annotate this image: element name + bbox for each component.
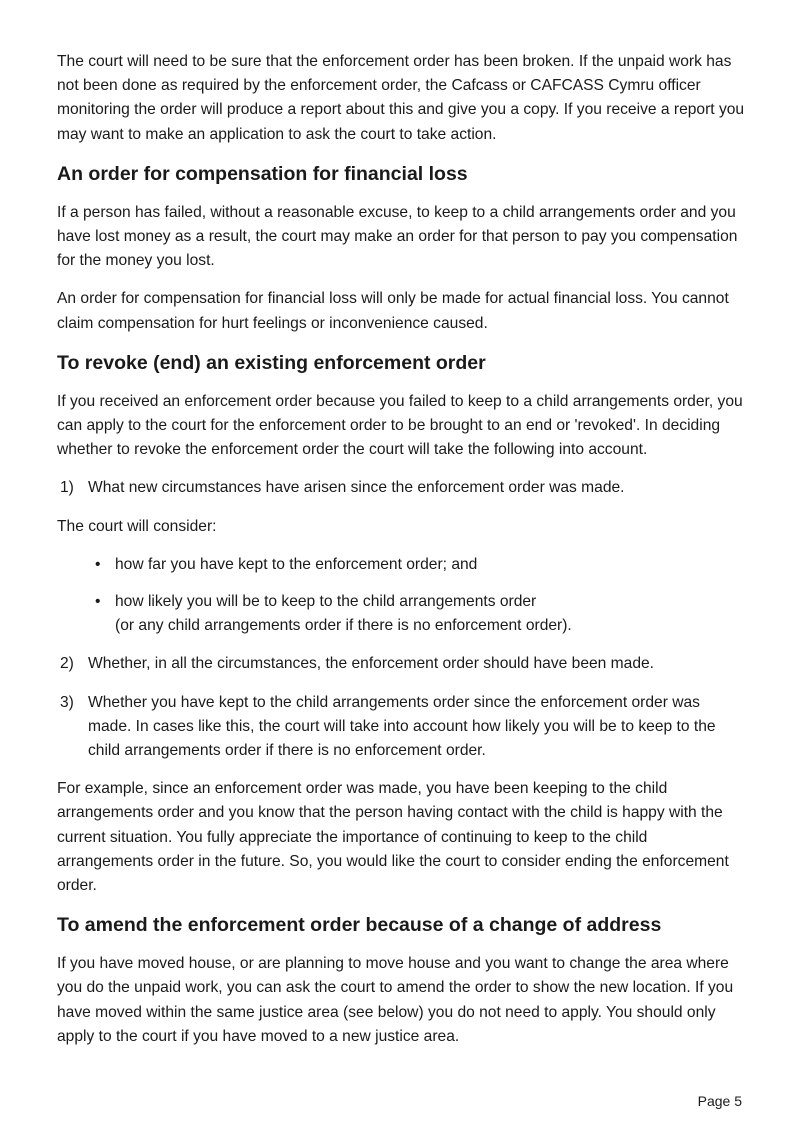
court-consider-label: The court will consider: xyxy=(57,517,217,535)
amend-paragraph: If you have moved house, or are planning to move house and you want to change the area where you do the unpaid work, you can ask the court to amend the order to show the new location. If you have moved within the same justice area (see below) you do not need to apply. You should only apply to the court if you have moved to a new justice area. xyxy=(57,955,734,1045)
compensation-paragraph-1: If a person has failed, without a reasonable excuse, to keep to a child arrangements order and you have lost money as a result, the court may make an order for that person to pay you compensation for the money you lost. xyxy=(57,203,738,270)
list-number: 2) xyxy=(60,655,74,673)
list-item-text: Whether, in all the circumstances, the enforcement order should have been made. xyxy=(88,655,655,673)
list-item-text: Whether you have kept to the child arrangements order since the enforcement order was made. In cases like this, the court will take into account how likely you will be to keep to the child arrangements order if there is no enforcement order. xyxy=(88,693,716,760)
compensation-paragraph-2: An order for compensation for financial loss will only be made for actual financial loss. You cannot claim compensation for hurt feelings or inconvenience caused. xyxy=(57,290,729,332)
consider-bullet-list xyxy=(57,553,747,639)
bullet-item xyxy=(57,553,747,577)
bullet-text: how far you have kept to the enforcement order; and xyxy=(115,555,478,573)
amend-heading: To amend the enforcement order because of a change of address xyxy=(57,914,662,937)
list-item xyxy=(57,691,747,764)
intro-paragraph: The court will need to be sure that the enforcement order has been broken. If the unpaid work has not been done as required by the enforcement order, the Cafcass or CAFCASS Cymru officer monitoring the order will produce a report about this and give you a copy. If you receive a report you may want to make an application to ask the court to take action. xyxy=(57,53,745,143)
list-item-text: What new circumstances have arisen since the enforcement order was made. xyxy=(88,479,625,497)
page-number: Page 5 xyxy=(697,1093,742,1109)
bullet-item xyxy=(57,590,747,638)
bullet-icon: • xyxy=(95,555,101,573)
list-item xyxy=(57,652,747,676)
example-paragraph: For example, since an enforcement order was made, you have been keeping to the child arrangements order and you know that the person having contact with the child is happy with the current situation. You fully appreciate the importance of continuing to keep to the child arrangements order in the future. So, you would like the court to consider ending the enforcement order. xyxy=(57,780,729,895)
bullet-icon: • xyxy=(95,593,101,611)
bullet-text-line-1: how likely you will be to keep to the child arrangements order xyxy=(115,593,537,611)
revoke-paragraph: If you received an enforcement order because you failed to keep to a child arrangements order, you can apply to the court for the enforcement order to be brought to an end or 'revoked'. In deciding whether to revoke the enforcement order the court will take the following into account. xyxy=(57,392,743,459)
list-number: 3) xyxy=(60,693,74,711)
list-item xyxy=(57,476,747,500)
revoke-numbered-list-continued xyxy=(57,652,747,763)
compensation-heading: An order for compensation for financial loss xyxy=(57,162,468,185)
revoke-heading: To revoke (end) an existing enforcement order xyxy=(57,351,486,374)
list-number: 1) xyxy=(60,479,74,497)
bullet-text-line-2: (or any child arrangements order if there is no enforcement order). xyxy=(115,617,572,635)
document-page xyxy=(57,50,747,1063)
revoke-numbered-list-start xyxy=(57,476,747,500)
